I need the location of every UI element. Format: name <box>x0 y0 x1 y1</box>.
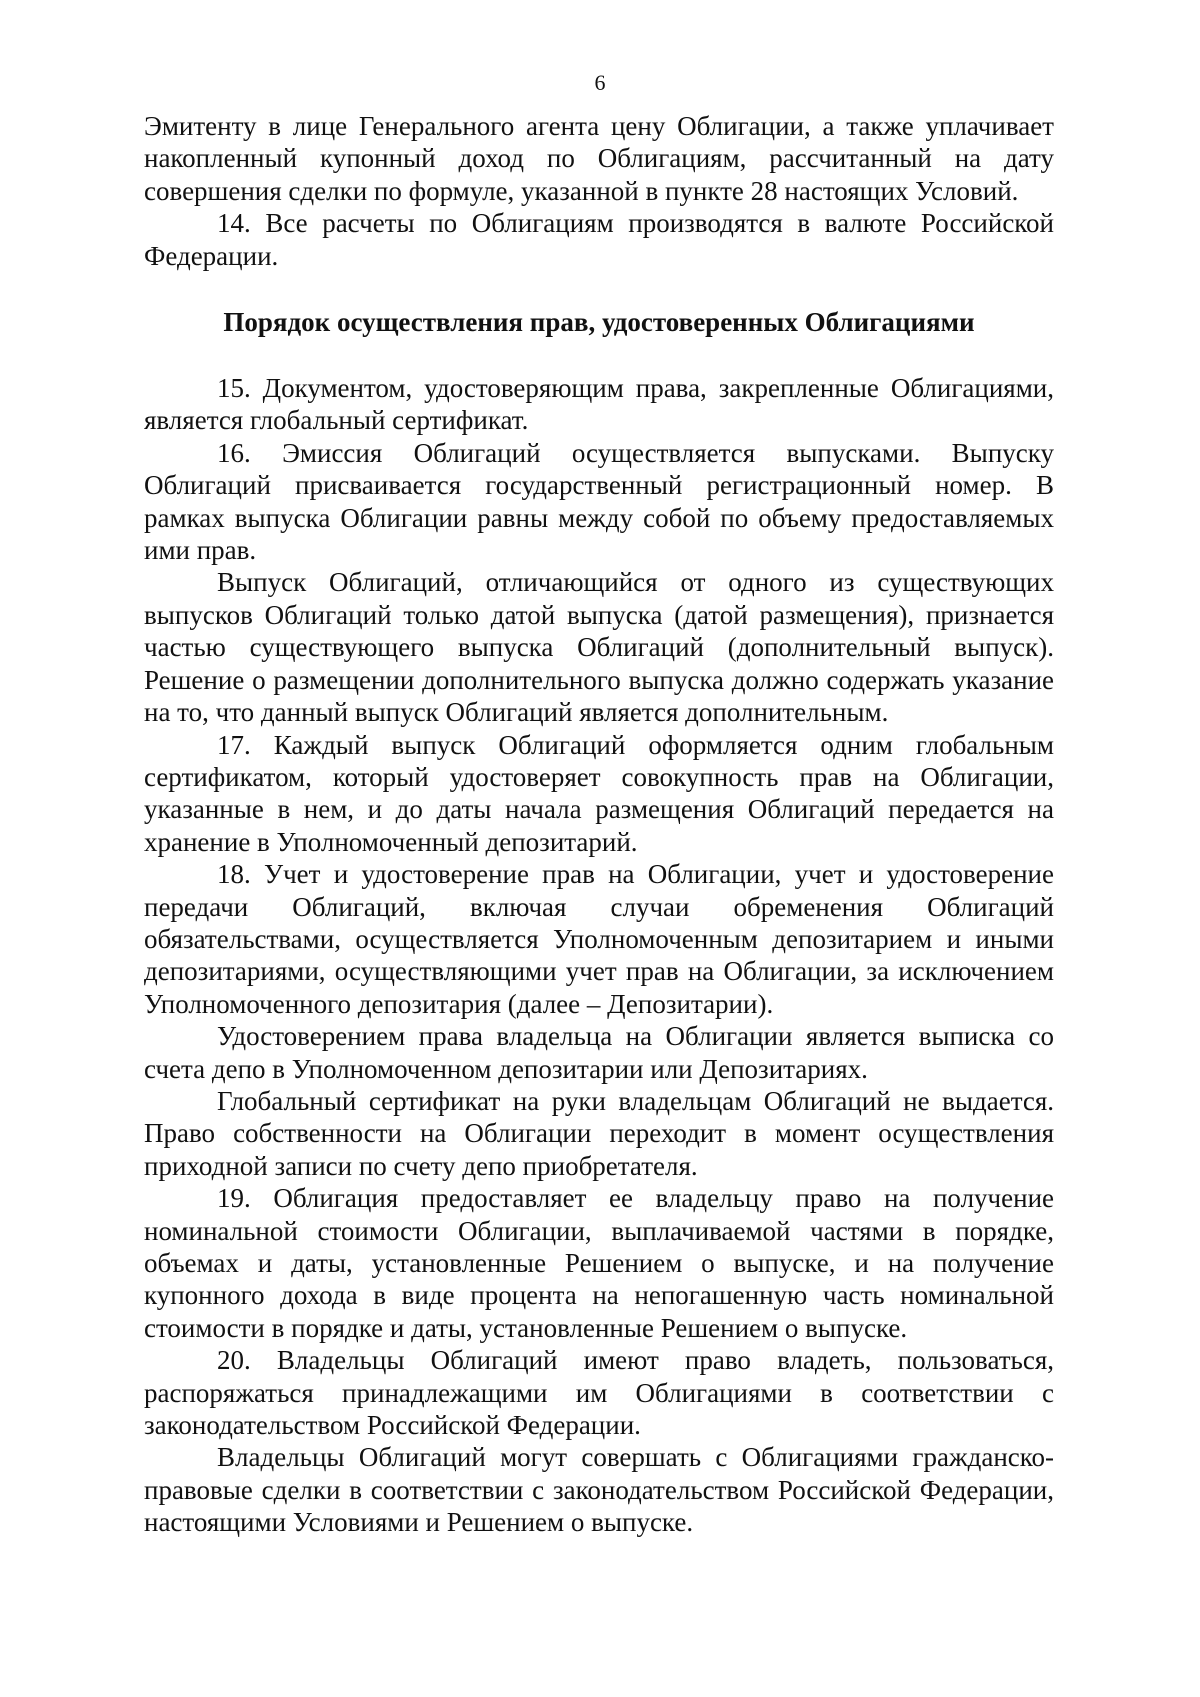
paragraph-continuation: Эмитенту в лице Генерального агента цену Облигации, а также уплачивает накопленный купонный доход по Облигациям, рассчитанный на дату совершения сделки по формуле, указанной в пункте 28 настоящих Условий. <box>144 111 1054 206</box>
paragraph-18-certificate: Глобальный сертификат на руки владельцам Облигаций не выдается. Право собственности на Облигации переходит в момент осуществления приходной записи по счету депо приобретателя. <box>144 1085 1054 1181</box>
section-heading: Порядок осуществления прав, удостоверенных Облигациями <box>223 307 975 338</box>
paragraph-20: 20. Владельцы Облигаций имеют право владеть, пользоваться, распоряжаться принадлежащими им Облигациями в соответствии с законодательством Российской Федерации. <box>144 1345 1054 1441</box>
paragraph-14: 14. Все расчеты по Облигациям производятся в валюте Российской Федерации. <box>144 208 1054 271</box>
paragraph-16: 16. Эмиссия Облигаций осуществляется выпусками. Выпуску Облигаций присваивается государственный регистрационный номер. В рамках выпуска Облигации равны между собой по объему предоставляемых ими прав. <box>144 437 1054 566</box>
paragraph-15: 15. Документом, удостоверяющим права, закрепленные Облигациями, является глобальный сертификат. <box>144 373 1054 436</box>
paragraph-17: 17. Каждый выпуск Облигаций оформляется одним глобальным сертификатом, который удостоверяет совокупность прав на Облигации, указанные в нем, и до даты начала размещения Облигаций передается на хранение в Уполномоченный депозитарий. <box>144 729 1054 857</box>
document-body <box>144 110 1054 1539</box>
paragraph-18-depo-statement: Удостоверением права владельца на Облигации является выписка со счета депо в Уполномоченном депозитарии или Депозитариях. <box>144 1021 1054 1084</box>
paragraph-19: 19. Облигация предоставляет ее владельцу право на получение номинальной стоимости Облигации, выплачиваемой частями в порядке, объемах и даты, установленные Решением о выпуске, и на получение купонного дохода в виде процента на непогашенную часть номинальной стоимости в порядке и даты, установленные Решением о выпуске. <box>144 1183 1054 1343</box>
paragraph-20-transactions: Владельцы Облигаций могут совершать с Облигациями гражданско-правовые сделки в соответствии с законодательством Российской Федерации, настоящими Условиями и Решением о выпуске. <box>144 1442 1054 1538</box>
paragraph-18: 18. Учет и удостоверение прав на Облигации, учет и удостоверение передачи Облигаций, включая случаи обременения Облигаций обязательствами, осуществляется Уполномоченным депозитарием и иными депозитариями, осуществляющими учет прав на Облигации, за исключением Уполномоченного депозитария (далее – Депозитарии). <box>144 859 1054 1019</box>
paragraph-16-additional-issue: Выпуск Облигаций, отличающийся от одного из существующих выпусков Облигаций только датой выпуска (датой размещения), признается частью существующего выпуска Облигаций (дополнительный выпуск). Решение о размещении дополнительного выпуска должно содержать указание на то, что данный выпуск Облигаций является дополнительным. <box>144 567 1054 728</box>
page-number: 6 <box>594 70 606 95</box>
